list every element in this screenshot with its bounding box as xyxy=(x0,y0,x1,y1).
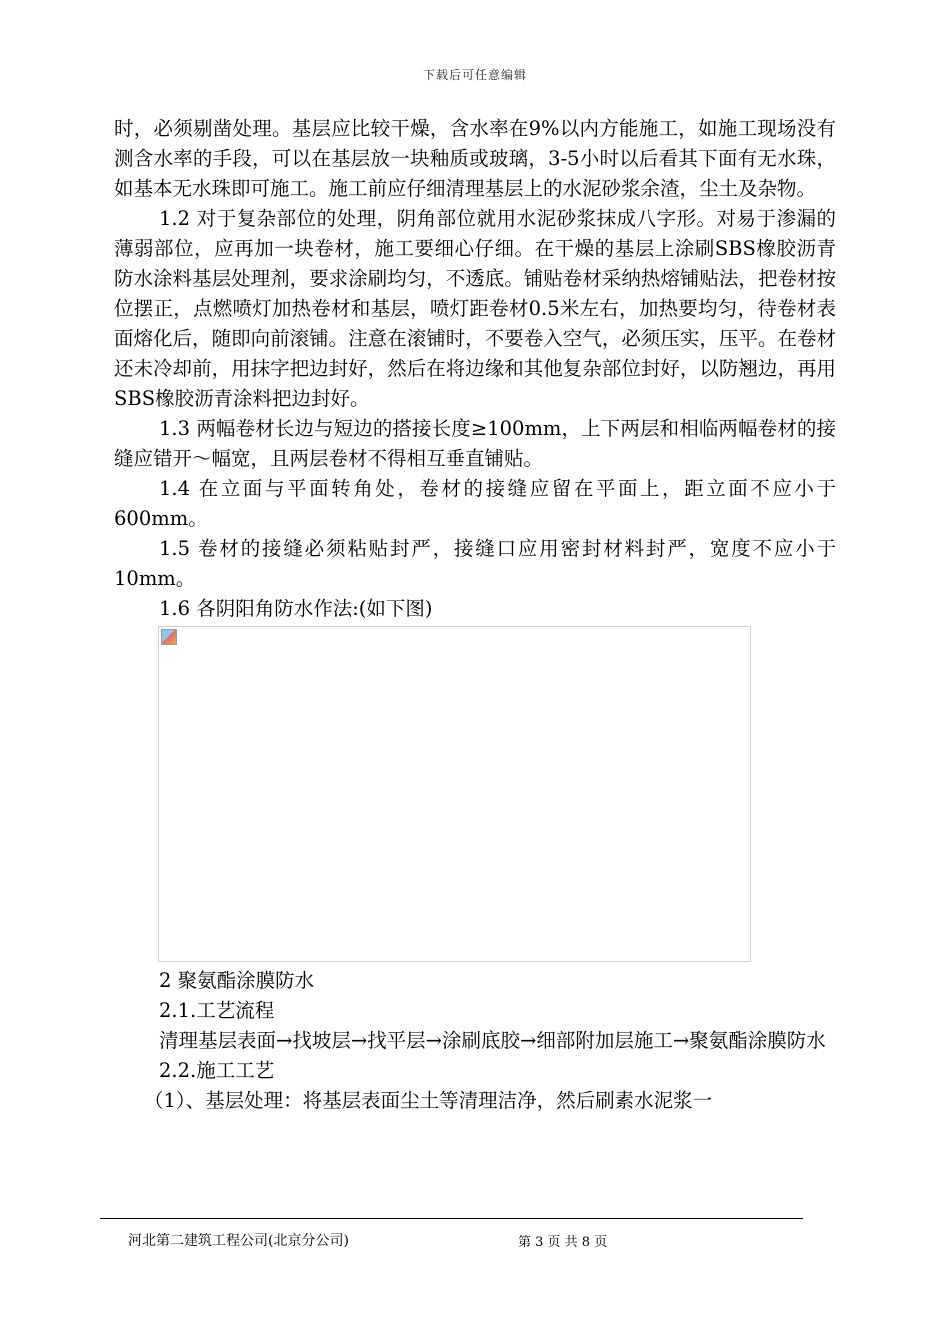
paragraph-1-5: 1.5 卷材的接缝必须粘贴封严，接缝口应用密封材料封严，宽度不应小于10mm。 xyxy=(114,537,836,590)
heading-2-2: 2.2.施工工艺 xyxy=(159,1059,275,1082)
footer-divider xyxy=(100,1218,803,1219)
figure-placeholder xyxy=(158,626,751,962)
paragraph-1-6: 1.6 各阴阳角防水作法:(如下图) xyxy=(159,597,433,620)
document-body xyxy=(114,114,836,1116)
paragraph-1-3: 1.3 两幅卷材长边与短边的搭接长度≥100mm，上下两层和相临两幅卷材的接缝应错开～幅宽，且两层卷材不得相互垂直铺贴。 xyxy=(114,417,836,470)
footer-page-number: 第 3 页 共 8 页 xyxy=(518,1235,608,1250)
paragraph-1-4: 1.4 在立面与平面转角处，卷材的接缝应留在平面上，距立面不应小于600mm。 xyxy=(114,477,836,530)
heading-2: 2 聚氨酯涂膜防水 xyxy=(159,969,315,992)
header-note: 下载后可任意编辑 xyxy=(422,68,527,82)
paragraph-process-flow: 清理基层表面→找坡层→找平层→涂刷底胶→细部附加层施工→聚氨酯涂膜防水 xyxy=(159,1029,826,1052)
footer-company: 河北第二建筑工程公司(北京分公司) xyxy=(128,1233,349,1249)
paragraph-substrate-treatment: （1）、基层处理：将基层表面尘土等清理洁净，然后刷素水泥浆一 xyxy=(144,1089,713,1112)
broken-image-icon xyxy=(161,629,177,645)
paragraph-1-2: 1.2 对于复杂部位的处理，阴角部位就用水泥砂浆抹成八字形。对易于渗漏的薄弱部位，应再加一块卷材，施工要细心仔细。在干燥的基层上涂刷SBS橡胶沥青防水涂料基层处理剂，要求涂刷均匀，不透底。铺贴卷材采纳热熔铺贴法，把卷材按位摆正，点燃喷灯加热卷材和基层，喷灯距卷材0.5米左右，加热要均匀，待卷材表面熔化后，随即向前滚铺。注意在滚铺时，不要卷入空气，必须压实，压平。在卷材还未冷却前，用抹字把边封好，然后在将边缘和其他复杂部位封好，以防翘边，再用SBS橡胶沥青涂料把边封好。 xyxy=(114,207,836,410)
paragraph-substrate: 时，必须剔凿处理。基层应比较干燥，含水率在9%以内方能施工，如施工现场没有测含水率的手段，可以在基层放一块釉质或玻璃，3-5小时以后看其下面有无水珠，如基本无水珠即可施工。施工前应仔细清理基层上的水泥砂浆余渣，尘土及杂物。 xyxy=(114,117,836,200)
heading-2-1: 2.1.工艺流程 xyxy=(159,999,275,1022)
